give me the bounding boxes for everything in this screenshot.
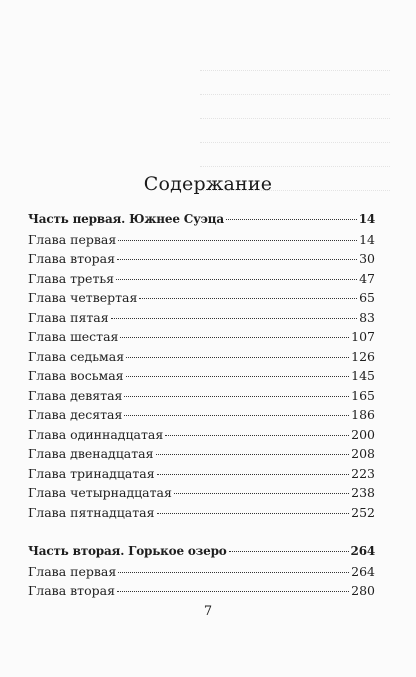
toc-page-number: 65 — [359, 290, 375, 305]
bleed-through-line — [200, 104, 390, 119]
toc-chapter[interactable] — [28, 407, 375, 427]
toc-page-number: 208 — [351, 446, 375, 461]
section-gap — [28, 524, 375, 544]
toc-chapter[interactable] — [28, 368, 375, 388]
toc-page-number: 47 — [359, 270, 375, 286]
page-number: 7 — [203, 604, 213, 619]
toc-part-label: Часть первая. Южнее Суэца — [28, 212, 224, 226]
toc-page-number: 252 — [351, 504, 375, 520]
toc-chapter-label: Глава первая — [28, 563, 117, 579]
toc-chapter-label: Глава десятая — [28, 407, 123, 422]
toc-page-number: 14 — [358, 212, 375, 226]
toc-page-number: 238 — [351, 485, 375, 500]
leader-dots — [126, 376, 350, 377]
toc-chapter[interactable] — [28, 310, 375, 330]
toc-chapter-label: Глава шестая — [28, 329, 119, 344]
leader-dots — [229, 551, 349, 552]
leader-dots — [139, 298, 357, 299]
toc-part-2[interactable] — [28, 544, 375, 564]
toc-chapter[interactable] — [28, 388, 375, 408]
toc-page-number: 30 — [359, 251, 375, 266]
toc-chapter[interactable] — [28, 271, 375, 291]
toc-chapter-label: Глава пятнадцатая — [28, 504, 155, 520]
bleed-through-line — [200, 128, 390, 143]
toc-chapter[interactable] — [28, 427, 375, 447]
page-title: Содержание — [143, 173, 273, 195]
toc-chapter[interactable] — [28, 349, 375, 369]
leader-dots — [116, 279, 357, 280]
leader-dots — [156, 454, 350, 455]
toc-chapter[interactable] — [28, 251, 375, 271]
toc-page-number: 83 — [359, 309, 375, 325]
leader-dots — [124, 396, 349, 397]
leader-dots — [126, 357, 349, 358]
toc-page-number: 264 — [351, 563, 375, 579]
toc-chapter-label: Глава вторая — [28, 583, 115, 598]
toc-chapter-label: Глава тринадцатая — [28, 465, 155, 481]
leader-dots — [174, 493, 349, 494]
toc-page-number: 186 — [351, 407, 375, 422]
toc-chapter[interactable] — [28, 466, 375, 486]
leader-dots — [117, 259, 357, 260]
toc-page-number: 126 — [351, 348, 375, 364]
bleed-through-line — [200, 80, 390, 95]
toc-chapter[interactable] — [28, 583, 375, 603]
toc-chapter[interactable] — [28, 232, 375, 252]
toc-page-number: 145 — [351, 368, 375, 383]
leader-dots — [120, 337, 349, 338]
toc-chapter[interactable] — [28, 290, 375, 310]
toc-chapter[interactable] — [28, 446, 375, 466]
leader-dots — [111, 318, 357, 319]
toc-chapter-label: Глава четвертая — [28, 290, 138, 305]
toc-chapter-label: Глава первая — [28, 231, 117, 247]
toc-part-1[interactable] — [28, 212, 375, 232]
toc-chapter-label: Глава девятая — [28, 387, 123, 403]
toc-chapter[interactable] — [28, 329, 375, 349]
toc-page-number: 223 — [351, 465, 375, 481]
toc-chapter-label: Глава пятая — [28, 309, 109, 325]
toc-page-number: 280 — [351, 583, 375, 598]
toc-chapter-label: Глава двенадцатая — [28, 446, 154, 461]
leader-dots — [117, 591, 349, 592]
leader-dots — [118, 572, 349, 573]
toc-chapter[interactable] — [28, 564, 375, 584]
toc-chapter-label: Глава вторая — [28, 251, 115, 266]
toc-page-number: 14 — [359, 231, 375, 247]
leader-dots — [157, 513, 350, 514]
toc-page-number: 264 — [350, 544, 375, 558]
toc-page-number: 200 — [351, 426, 375, 442]
toc-chapter-label: Глава одиннадцатая — [28, 426, 164, 442]
bleed-through-line — [200, 56, 390, 71]
toc-chapter-label: Глава седьмая — [28, 348, 125, 364]
toc-chapter-label: Глава четырнадцатая — [28, 485, 172, 500]
leader-dots — [226, 219, 357, 220]
toc-chapter[interactable] — [28, 485, 375, 505]
toc-chapter-label: Глава восьмая — [28, 368, 124, 383]
toc-chapter-label: Глава третья — [28, 270, 115, 286]
bleed-through-line — [200, 152, 390, 167]
leader-dots — [118, 240, 357, 241]
table-of-contents — [28, 212, 375, 603]
leader-dots — [165, 435, 349, 436]
leader-dots — [124, 415, 349, 416]
toc-page-number: 165 — [351, 387, 375, 403]
leader-dots — [157, 474, 350, 475]
toc-chapter[interactable] — [28, 505, 375, 525]
toc-page-number: 107 — [351, 329, 375, 344]
toc-part-label: Часть вторая. Горькое озеро — [28, 544, 227, 558]
